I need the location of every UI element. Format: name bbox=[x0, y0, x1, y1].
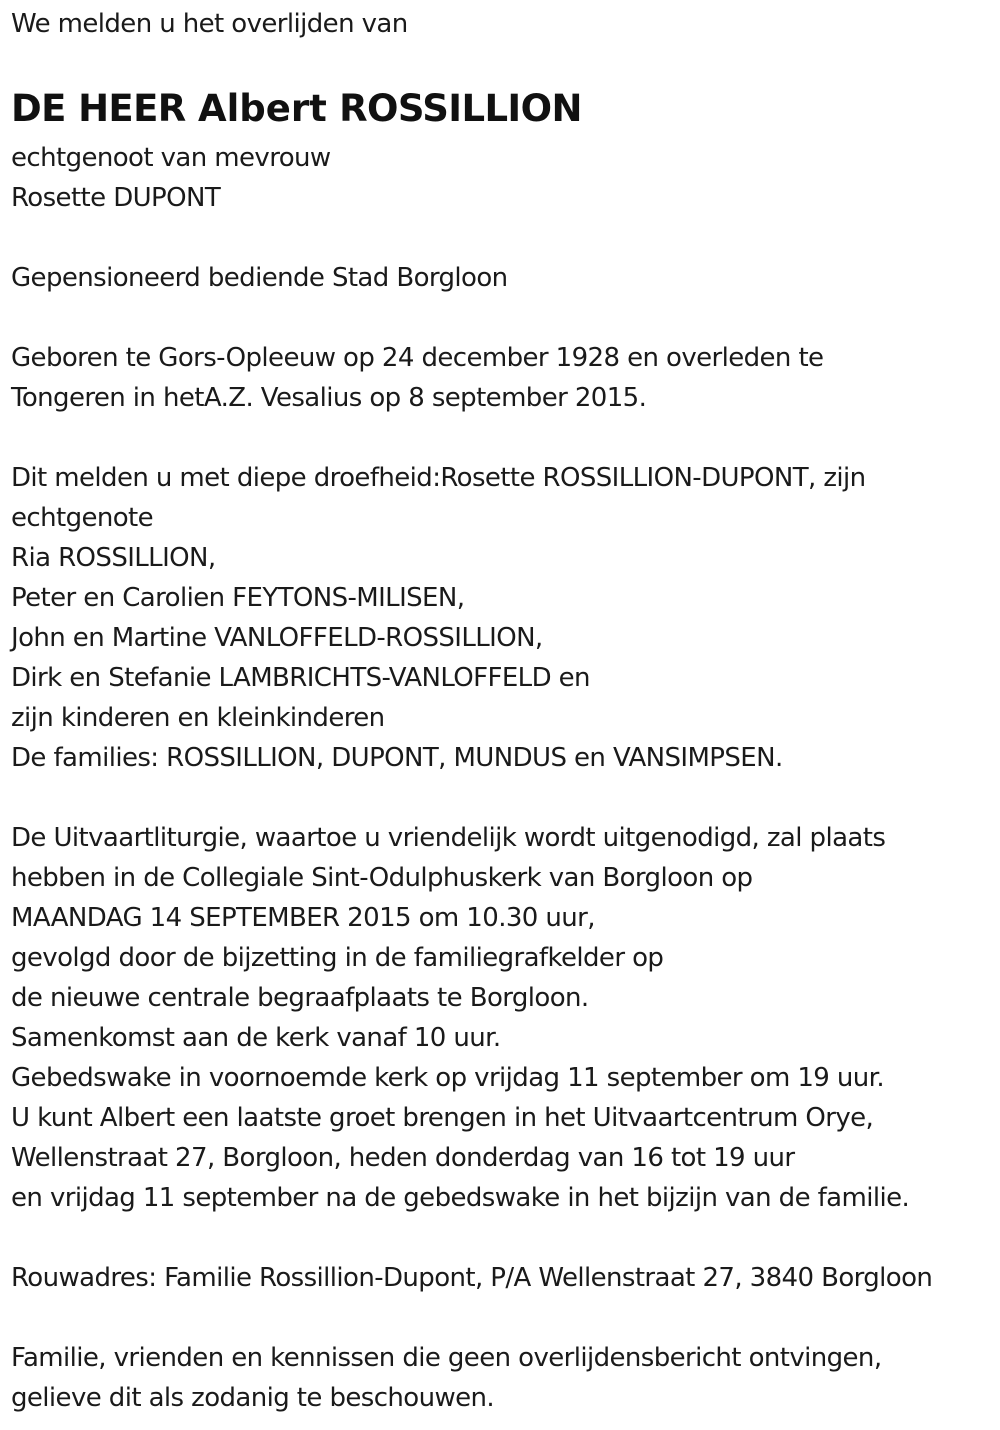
mourners-line: echtgenote bbox=[11, 503, 154, 533]
closing-block bbox=[11, 1338, 996, 1418]
mourners-line: John en Martine VANLOFFELD-ROSSILLION, bbox=[11, 623, 543, 653]
deceased-name bbox=[11, 80, 996, 138]
mourners-line: Dit melden u met diepe droefheid:Rosette ROSSILLION-DUPONT, zijn bbox=[11, 463, 866, 493]
spacer bbox=[11, 218, 996, 258]
funeral-block bbox=[11, 818, 996, 1218]
closing-line: gelieve dit als zodanig te beschouwen. bbox=[11, 1383, 495, 1413]
deceased-given-name: Albert bbox=[197, 87, 327, 130]
deceased-prefix: DE HEER bbox=[11, 87, 186, 130]
spacer bbox=[11, 44, 996, 80]
spacer bbox=[11, 418, 996, 458]
spacer bbox=[11, 1218, 996, 1258]
funeral-line: de nieuwe centrale begraafplaats te Borgloon. bbox=[11, 983, 589, 1013]
obituary-notice bbox=[11, 4, 996, 1418]
funeral-line: Samenkomst aan de kerk vanaf 10 uur. bbox=[11, 1023, 501, 1053]
funeral-line: Gebedswake in voornoemde kerk op vrijdag 11 september om 19 uur. bbox=[11, 1063, 885, 1093]
funeral-line: gevolgd door de bijzetting in de familiegrafkelder op bbox=[11, 943, 664, 973]
spouse-line: Rosette DUPONT bbox=[11, 183, 221, 213]
mourners-line: Peter en Carolien FEYTONS-MILISEN, bbox=[11, 583, 465, 613]
spacer bbox=[11, 778, 996, 818]
funeral-line: MAANDAG 14 SEPTEMBER 2015 om 10.30 uur, bbox=[11, 903, 595, 933]
birth-death-block bbox=[11, 338, 996, 418]
occupation-line: Gepensioneerd bediende Stad Borgloon bbox=[11, 263, 508, 293]
funeral-line: De Uitvaartliturgie, waartoe u vriendelijk wordt uitgenodigd, zal plaats bbox=[11, 823, 886, 853]
spacer bbox=[11, 298, 996, 338]
spacer bbox=[11, 1298, 996, 1338]
closing-line: Familie, vrienden en kennissen die geen overlijdensbericht ontvingen, bbox=[11, 1343, 882, 1373]
mourners-line: zijn kinderen en kleinkinderen bbox=[11, 703, 385, 733]
birth-death-line: Tongeren in hetA.Z. Vesalius op 8 september 2015. bbox=[11, 383, 647, 413]
funeral-line: U kunt Albert een laatste groet brengen in het Uitvaartcentrum Orye, bbox=[11, 1103, 874, 1133]
birth-death-line: Geboren te Gors-Opleeuw op 24 december 1928 en overleden te bbox=[11, 343, 824, 373]
mourners-line: Dirk en Stefanie LAMBRICHTS-VANLOFFELD en bbox=[11, 663, 590, 693]
deceased-surname: ROSSILLION bbox=[339, 87, 582, 130]
mourning-address: Rouwadres: Familie Rossillion-Dupont, P/A Wellenstraat 27, 3840 Borgloon bbox=[11, 1263, 933, 1293]
spouse-block bbox=[11, 138, 996, 218]
mourners-block bbox=[11, 458, 996, 778]
mourners-line: De families: ROSSILLION, DUPONT, MUNDUS en VANSIMPSEN. bbox=[11, 743, 783, 773]
spouse-line: echtgenoot van mevrouw bbox=[11, 143, 331, 173]
intro-line: We melden u het overlijden van bbox=[11, 9, 408, 39]
funeral-line: Wellenstraat 27, Borgloon, heden donderdag van 16 tot 19 uur bbox=[11, 1143, 795, 1173]
funeral-line: en vrijdag 11 september na de gebedswake in het bijzijn van de familie. bbox=[11, 1183, 910, 1213]
mourners-line: Ria ROSSILLION, bbox=[11, 543, 216, 573]
funeral-line: hebben in de Collegiale Sint-Odulphuskerk van Borgloon op bbox=[11, 863, 753, 893]
